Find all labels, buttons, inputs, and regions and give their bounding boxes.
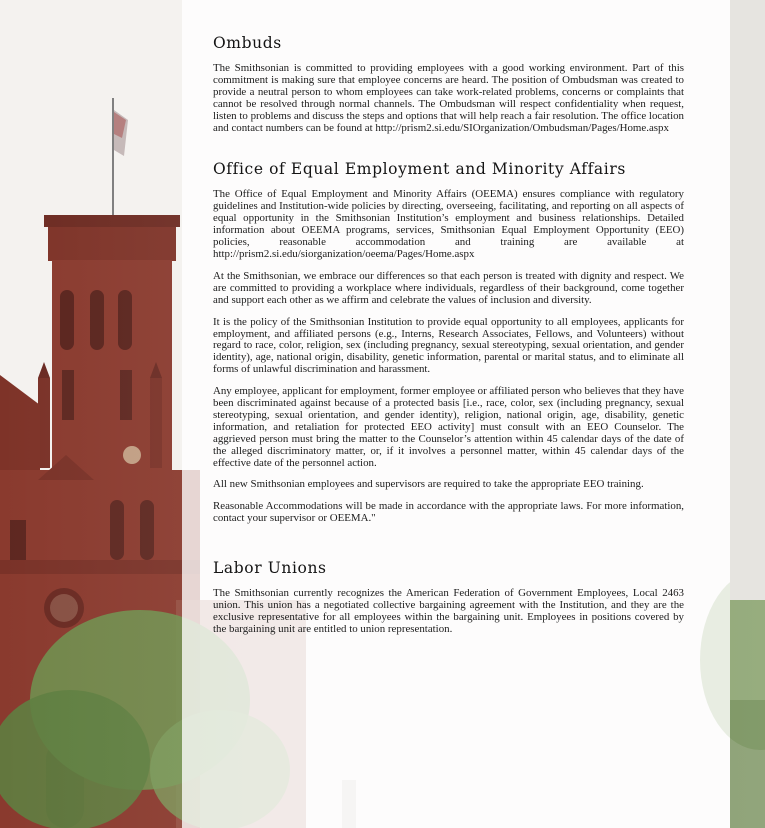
- oeema-paragraph: Reasonable Accommodations will be made in accordance with the appropriate laws. For more information, contact your supervisor or OEEMA.": [213, 500, 684, 525]
- labor-unions-section: [213, 559, 684, 636]
- oeema-paragraph: The Office of Equal Employment and Minority Affairs (OEEMA) ensures compliance with regulatory guidelines and Institution-wide policies by directing, overseeing, facilitating, and reporting on all aspects of equal opportunity in the Smithsonian Institution’s employment and business relationships. Detailed information about OEEMA programs, services, Smithsonian Equal Employment Opportunity (EEO) policies, reasonable accommodation and training are available at http://prism2.si.edu/siorganization/oeema/Pages/Home.aspx: [213, 188, 684, 260]
- oeema-paragraph: Any employee, applicant for employment, former employee or affiliated person who believes that they have been discriminated against because of a protected basis [i.e., race, color, sex (including pregnancy, sexual stereotyping, sexual orientation, and gender identity), religion, national origin, age, disability, genetic information, and retaliation for protected EEO activity] must consult with an EEO Counselor. The aggrieved person must bring the matter to the Counselor’s attention within 45 calendar days of the date of the alleged discriminatory matter, or, if it involves a personnel matter, within 45 calendar days of the effective date of the personnel action.: [213, 385, 684, 469]
- ombuds-heading: Ombuds: [213, 34, 282, 52]
- ombuds-section: [213, 34, 684, 134]
- labor-unions-paragraph: The Smithsonian currently recognizes the American Federation of Government Employees, Local 2463 union. This union has a negotiated collective bargaining agreement with the Institution, and they are the exclusive representative for all employees within the bargaining unit. Employees in positions covered by the bargaining unit are entitled to union representation.: [213, 587, 684, 635]
- oeema-section: [213, 160, 684, 525]
- oeema-paragraph: It is the policy of the Smithsonian Institution to provide equal opportunity to all employees, applicants for employment, and affiliated persons (e.g., Interns, Research Associates, Fellows, and Volunteers) without regard to race, color, religion, sex (including pregnancy, sexual stereotyping, sexual orientation, and gender identity), age, national origin, disability, genetic information, parental or marital status, and to eliminate all forms of unlawful discrimination and harassment.: [213, 315, 684, 376]
- labor-unions-heading: Labor Unions: [213, 559, 327, 578]
- ombuds-paragraph: The Smithsonian is committed to providing employees with a good working environment. Part of this commitment is making sure that employee concerns are heard. The position of Ombudsman was created to provide a neutral person to whom employees can take work-related problems, concerns or complaints that cannot be resolved through normal channels. The Ombudsman will respect confidentiality when request, listen to problems and discuss the steps and options that will help reach a fair resolution. The office location and contact numbers can be found at http://prism2.si.edu/SIOrganization/Ombudsman/Pages/Home.aspx: [213, 62, 684, 134]
- document-content: [213, 34, 684, 658]
- oeema-heading: Office of Equal Employment and Minority Affairs: [213, 160, 626, 179]
- oeema-paragraph: At the Smithsonian, we embrace our differences so that each person is treated with dignity and respect. We are committed to providing a workplace where individuals, regardless of their background, come together and support each other as we affirm and celebrate the values of inclusion and diversity.: [213, 269, 684, 306]
- oeema-paragraph: All new Smithsonian employees and supervisors are required to take the appropriate EEO training.: [213, 478, 644, 491]
